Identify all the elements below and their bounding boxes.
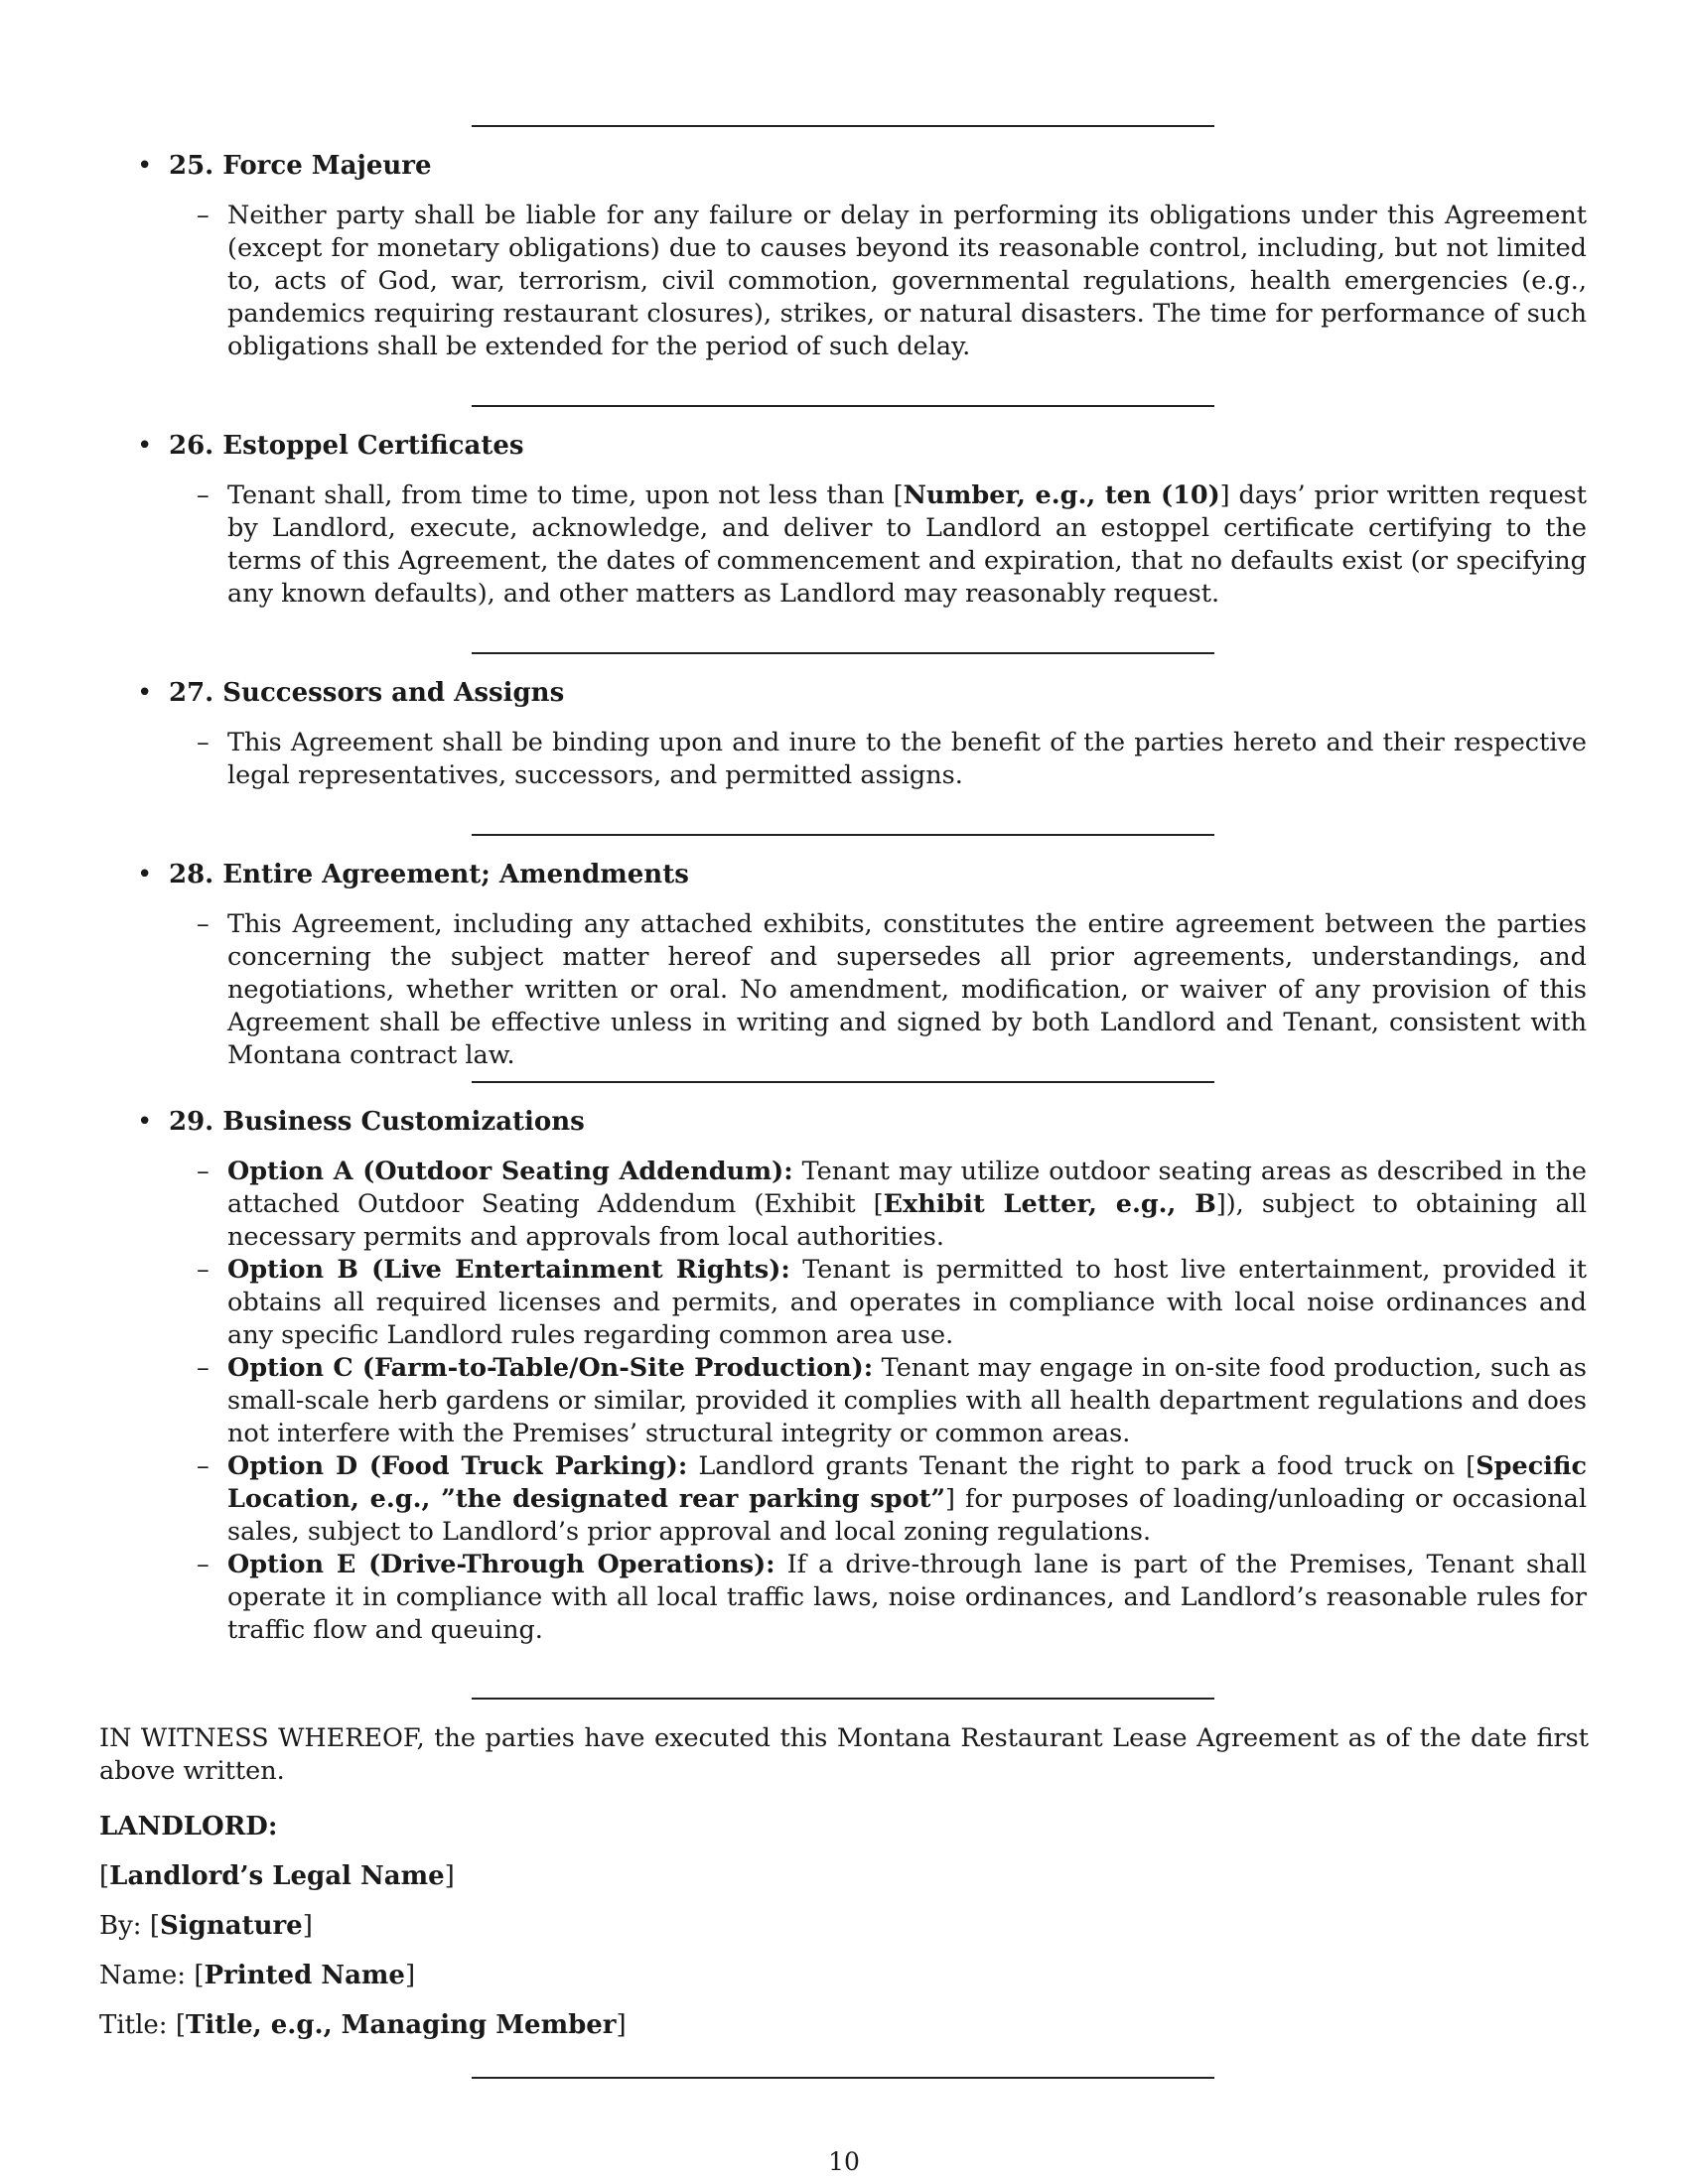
section-body: – Neither party shall be liable for any failure or delay in performing its obligations under this Agreement (except for monetary obligations) due to causes beyond its reasonable control, including, but not limited to, acts of God, war, terrorism, civil commotion, governmental regulations, health emergencies (e.g., pandemics requiring restaurant closures), strikes, or natural disasters. The time for performance of such obligations shall be extended for the period of such delay. [197, 201, 1587, 361]
witness-paragraph: IN WITNESS WHEREOF, the parties have executed this Montana Restaurant Lease Agreement as of the date first above written. [99, 1723, 1589, 1786]
landlord-legal-name: [Landlord’s Legal Name] [99, 1861, 455, 1891]
section-heading: • 26. Estoppel Certificates [137, 431, 524, 461]
section-body: – This Agreement, including any attached exhibits, constitutes the entire agreement between the parties concerning the subject matter hereof and supersedes all prior agreements, understandings, and negotiations, whether written or oral. No amendment, modification, or waiver of any provision of this Agreement shall be effective unless in writing and signed by both Landlord and Tenant, consistent with Montana contract law. [197, 909, 1587, 1070]
section-divider [472, 1081, 1214, 1083]
option-item: – Option A (Outdoor Seating Addendum): Tenant may utilize outdoor seating areas as described in the attached Outdoor Seating Addendum (Exhibit [Exhibit Letter, e.g., B]), subject to obtaining all necessary permits and approvals from local authorities. [197, 1157, 1587, 1252]
section-body: – This Agreement shall be binding upon and inure to the benefit of the parties hereto and their respective legal representatives, successors, and permitted assigns. [197, 728, 1587, 790]
section-body: – Tenant shall, from time to time, upon not less than [Number, e.g., ten (10)] days’ prior written request by Landlord, execute, acknowledge, and deliver to Landlord an estoppel certificate certifying to the terms of this Agreement, the dates of commencement and expiration, that no defaults exist (or specifying any known defaults), and other matters as Landlord may reasonably request. [197, 480, 1588, 609]
section-heading: • 25. Force Majeure [137, 151, 432, 181]
section-divider [472, 405, 1214, 407]
option-item: – Option D (Food Truck Parking): Landlord grants Tenant the right to park a food truck on [Specific Location, e.g., ”the designated rear parking spot”] for purposes of loading/unloading or occasional sales, subject to Landlord’s prior approval and local zoning regulations. [197, 1451, 1587, 1547]
page-number: 10 [828, 2147, 860, 2176]
section-heading: • 29. Business Customizations [137, 1107, 585, 1137]
section-heading: • 28. Entire Agreement; Amendments [137, 860, 689, 889]
section-divider [472, 2077, 1214, 2079]
option-item: – Option E (Drive-Through Operations): If a drive-through lane is part of the Premises, Tenant shall operate it in compliance with all local traffic laws, noise ordinances, and Landlord’s reasonable rules for traffic flow and queuing. [197, 1550, 1587, 1645]
section-divider [472, 652, 1214, 654]
section-divider [472, 125, 1214, 127]
section-26 [99, 429, 1589, 611]
section-divider [472, 834, 1214, 836]
landlord-label: LANDLORD: [99, 1812, 278, 1842]
section-27 [99, 676, 1589, 792]
section-28 [99, 858, 1589, 1072]
section-29 [99, 1105, 1589, 1647]
option-item: – Option C (Farm-to-Table/On-Site Production): Tenant may engage in on-site food production, such as small-scale herb gardens or similar, provided it complies with all health department regulations and does not interfere with the Premises’ structural integrity or common areas. [197, 1353, 1587, 1448]
signature-title-line: Title: [Title, e.g., Managing Member] [99, 2010, 627, 2040]
section-heading: • 27. Successors and Assigns [137, 678, 565, 708]
section-divider [472, 1698, 1214, 1700]
option-item: – Option B (Live Entertainment Rights): Tenant is permitted to host live entertainment, provided it obtains all required licenses and permits, and operates in compliance with local noise ordinances and any specific Landlord rules regarding common area use. [197, 1255, 1587, 1350]
signature-name-line: Name: [Printed Name] [99, 1961, 416, 1990]
signature-by-line: By: [Signature] [99, 1911, 313, 1941]
section-25 [99, 149, 1589, 363]
